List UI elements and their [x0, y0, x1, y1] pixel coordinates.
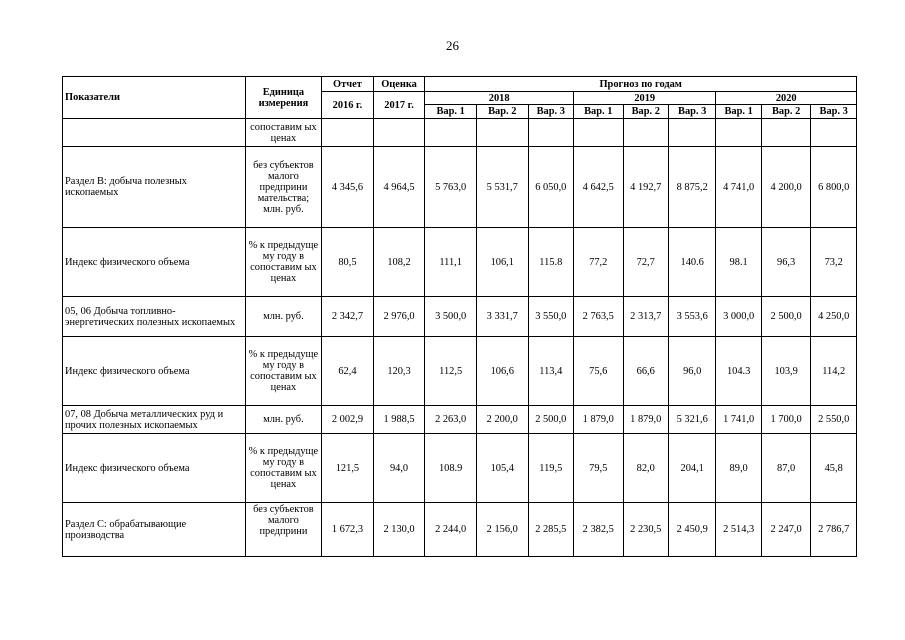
page-number: 26	[446, 38, 459, 53]
unit-text: без субъектов малого предприни	[253, 503, 314, 537]
value-cell: 94,0	[373, 434, 425, 503]
value-cell: 2 247,0	[761, 503, 811, 557]
value-cell: 2 002,9	[322, 406, 374, 434]
value-cell	[716, 119, 761, 147]
indicator-name: Индекс физического объема	[63, 228, 246, 297]
value-cell: 4 192,7	[623, 147, 668, 228]
header-variant: Вар. 3	[811, 105, 857, 119]
value-cell: 3 550,0	[528, 297, 573, 337]
value-cell: 5 763,0	[425, 147, 477, 228]
value-cell: 8 875,2	[668, 147, 715, 228]
value-cell: 45,8	[811, 434, 857, 503]
value-cell: 111,1	[425, 228, 477, 297]
value-cell: 66,6	[623, 337, 668, 406]
value-cell: 72,7	[623, 228, 668, 297]
value-cell: 73,2	[811, 228, 857, 297]
value-cell: 3 331,7	[476, 297, 528, 337]
value-cell: 6 800,0	[811, 147, 857, 228]
value-cell	[373, 119, 425, 147]
header-estimate-year: 2017 г.	[373, 92, 425, 119]
value-cell: 2 313,7	[623, 297, 668, 337]
value-cell: 1 879,0	[623, 406, 668, 434]
value-cell: 89,0	[716, 434, 761, 503]
value-cell: 80,5	[322, 228, 374, 297]
value-cell: 75,6	[573, 337, 623, 406]
value-cell: 62,4	[322, 337, 374, 406]
value-cell: 5 531,7	[476, 147, 528, 228]
header-report: Отчет	[322, 77, 374, 92]
value-cell: 105,4	[476, 434, 528, 503]
indicator-name: Индекс физического объема	[63, 337, 246, 406]
table-row	[63, 297, 857, 337]
indicator-name: 05, 06 Добыча топливно-энергетических полезных ископаемых	[63, 297, 246, 337]
table-row	[63, 406, 857, 434]
value-cell: 106,1	[476, 228, 528, 297]
value-cell: 1 879,0	[573, 406, 623, 434]
value-cell: 2 285,5	[528, 503, 573, 557]
unit-cell	[245, 503, 321, 557]
table-body	[63, 119, 857, 557]
header-parameters: Показатели	[63, 77, 246, 119]
header-variant: Вар. 2	[476, 105, 528, 119]
value-cell: 2 550,0	[811, 406, 857, 434]
value-cell: 82,0	[623, 434, 668, 503]
header-year-2019: 2019	[573, 92, 715, 105]
header-variant: Вар. 1	[716, 105, 761, 119]
unit-cell: млн. руб.	[245, 406, 321, 434]
forecast-table	[62, 76, 857, 557]
value-cell: 87,0	[761, 434, 811, 503]
value-cell: 119,5	[528, 434, 573, 503]
value-cell	[811, 119, 857, 147]
value-cell: 112,5	[425, 337, 477, 406]
header-year-2018: 2018	[425, 92, 574, 105]
value-cell: 1 700,0	[761, 406, 811, 434]
value-cell: 204,1	[668, 434, 715, 503]
value-cell: 3 553,6	[668, 297, 715, 337]
value-cell: 113,4	[528, 337, 573, 406]
value-cell: 1 741,0	[716, 406, 761, 434]
table-row	[63, 503, 857, 557]
table-row	[63, 228, 857, 297]
value-cell: 2 514,3	[716, 503, 761, 557]
value-cell: 2 500,0	[528, 406, 573, 434]
table-row	[63, 434, 857, 503]
value-cell: 77,2	[573, 228, 623, 297]
value-cell: 120,3	[373, 337, 425, 406]
value-cell: 4 741,0	[716, 147, 761, 228]
header-forecast: Прогноз по годам	[425, 77, 857, 92]
unit-cell: % к предыдуще му году в сопоставим ых ценах	[245, 337, 321, 406]
value-cell	[476, 119, 528, 147]
header-estimate: Оценка	[373, 77, 425, 92]
value-cell: 96,3	[761, 228, 811, 297]
value-cell: 4 250,0	[811, 297, 857, 337]
value-cell: 2 156,0	[476, 503, 528, 557]
value-cell: 108.9	[425, 434, 477, 503]
indicator-name: 07, 08 Добыча металлических руд и прочих полезных ископаемых	[63, 406, 246, 434]
value-cell: 2 500,0	[761, 297, 811, 337]
value-cell: 79,5	[573, 434, 623, 503]
value-cell: 114,2	[811, 337, 857, 406]
value-cell: 103,9	[761, 337, 811, 406]
value-cell: 121,5	[322, 434, 374, 503]
table-row	[63, 337, 857, 406]
value-cell: 3 500,0	[425, 297, 477, 337]
indicator-name: Раздел C: обрабатывающие производства	[63, 503, 246, 557]
value-cell: 2 130,0	[373, 503, 425, 557]
header-year-2020: 2020	[716, 92, 857, 105]
value-cell: 4 200,0	[761, 147, 811, 228]
value-cell: 4 345,6	[322, 147, 374, 228]
value-cell: 2 976,0	[373, 297, 425, 337]
value-cell: 106,6	[476, 337, 528, 406]
value-cell: 4 964,5	[373, 147, 425, 228]
header-variant: Вар. 1	[425, 105, 477, 119]
value-cell: 1 672,3	[322, 503, 374, 557]
value-cell: 1 988,5	[373, 406, 425, 434]
value-cell: 2 200,0	[476, 406, 528, 434]
indicator-name: Раздел B: добыча полезных ископаемых	[63, 147, 246, 228]
table-header	[63, 77, 857, 119]
value-cell: 3 000,0	[716, 297, 761, 337]
table-row	[63, 147, 857, 228]
indicator-name: Индекс физического объема	[63, 434, 246, 503]
unit-cell: % к предыдуще му году в сопоставим ых ценах	[245, 228, 321, 297]
value-cell: 2 786,7	[811, 503, 857, 557]
value-cell: 2 342,7	[322, 297, 374, 337]
unit-cell: % к предыдуще му году в сопоставим ых ценах	[245, 434, 321, 503]
value-cell	[668, 119, 715, 147]
value-cell: 96,0	[668, 337, 715, 406]
value-cell: 2 263,0	[425, 406, 477, 434]
value-cell: 5 321,6	[668, 406, 715, 434]
value-cell: 2 230,5	[623, 503, 668, 557]
value-cell	[425, 119, 477, 147]
value-cell: 140.6	[668, 228, 715, 297]
value-cell: 115.8	[528, 228, 573, 297]
value-cell: 2 382,5	[573, 503, 623, 557]
value-cell	[322, 119, 374, 147]
unit-cell: сопоставим ых ценах	[245, 119, 321, 147]
header-variant: Вар. 3	[668, 105, 715, 119]
header-unit: Единица измерения	[245, 77, 321, 119]
header-variant: Вар. 2	[623, 105, 668, 119]
header-variant: Вар. 3	[528, 105, 573, 119]
value-cell: 98.1	[716, 228, 761, 297]
header-variant: Вар. 2	[761, 105, 811, 119]
table-row	[63, 119, 857, 147]
header-report-year: 2016 г.	[322, 92, 374, 119]
header-variant: Вар. 1	[573, 105, 623, 119]
value-cell: 6 050,0	[528, 147, 573, 228]
value-cell: 108,2	[373, 228, 425, 297]
value-cell: 4 642,5	[573, 147, 623, 228]
value-cell: 2 244,0	[425, 503, 477, 557]
value-cell: 104.3	[716, 337, 761, 406]
value-cell	[528, 119, 573, 147]
value-cell	[573, 119, 623, 147]
value-cell	[761, 119, 811, 147]
unit-cell: млн. руб.	[245, 297, 321, 337]
value-cell: 2 450,9	[668, 503, 715, 557]
value-cell: 2 763,5	[573, 297, 623, 337]
unit-cell: без субъектов малого предприни мательства; млн. руб.	[245, 147, 321, 228]
indicator-name	[63, 119, 246, 147]
value-cell	[623, 119, 668, 147]
